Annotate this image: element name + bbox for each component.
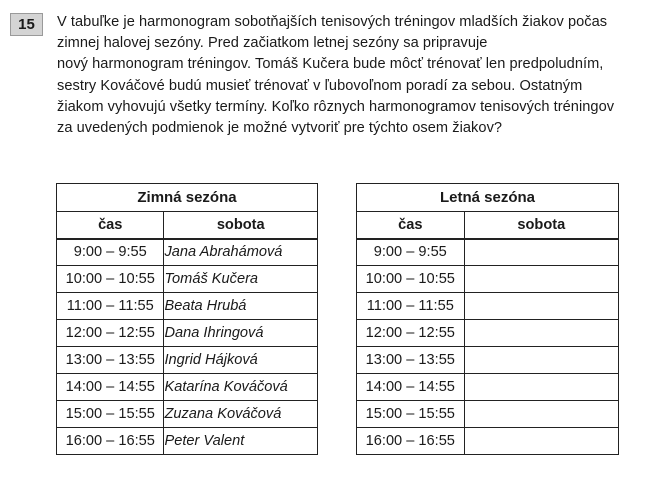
empty-slot-cell (464, 374, 618, 401)
column-header-day: sobota (164, 212, 318, 239)
empty-slot-cell (464, 401, 618, 428)
time-cell: 10:00 – 10:55 (357, 266, 465, 293)
student-name-cell: Zuzana Kováčová (164, 401, 318, 428)
question-number: 15 (10, 13, 43, 36)
empty-slot-cell (464, 320, 618, 347)
student-name-cell: Katarína Kováčová (164, 374, 318, 401)
problem-line: žiakom vyhovujú všetky termíny. Koľko rôznych harmonogramov tenisových tréningov (57, 98, 615, 115)
table-row (57, 293, 318, 320)
problem-line: sestry Kováčové budú musieť trénovať v ľubovoľnom poradí za sebou. Ostatným (57, 77, 583, 94)
table-row (57, 266, 318, 293)
empty-slot-cell (464, 347, 618, 374)
time-cell: 13:00 – 13:55 (57, 347, 164, 374)
student-name-cell: Tomáš Kučera (164, 266, 318, 293)
time-cell: 14:00 – 14:55 (357, 374, 465, 401)
column-header-time: čas (57, 212, 164, 239)
student-name-cell: Dana Ihringová (164, 320, 318, 347)
student-name-cell: Ingrid Hájková (164, 347, 318, 374)
table-row (357, 347, 619, 374)
table-row (357, 401, 619, 428)
time-cell: 12:00 – 12:55 (57, 320, 164, 347)
time-cell: 14:00 – 14:55 (57, 374, 164, 401)
time-cell: 12:00 – 12:55 (357, 320, 465, 347)
table-title: Letná sezóna (357, 184, 619, 212)
time-cell: 16:00 – 16:55 (357, 428, 465, 455)
table-row (357, 293, 619, 320)
time-cell: 11:00 – 11:55 (57, 293, 164, 320)
table-row (357, 320, 619, 347)
column-header-time: čas (357, 212, 465, 239)
empty-slot-cell (464, 239, 618, 266)
time-cell: 9:00 – 9:55 (357, 239, 465, 266)
table-title: Zimná sezóna (57, 184, 318, 212)
problem-line: V tabuľke je harmonogram sobotňajších tenisových tréningov mladších žiakov počas (57, 14, 608, 30)
table-row (57, 401, 318, 428)
problem-text (57, 12, 642, 139)
problem-line: za uvedených podmienok je možné vytvoriť pre týchto osem žiakov? (57, 120, 503, 137)
column-header-day: sobota (464, 212, 618, 239)
empty-slot-cell (464, 428, 618, 455)
time-cell: 11:00 – 11:55 (357, 293, 465, 320)
time-cell: 15:00 – 15:55 (357, 401, 465, 428)
table-row (57, 428, 318, 455)
student-name-cell: Beata Hrubá (164, 293, 318, 320)
student-name-cell: Jana Abrahámová (164, 239, 318, 266)
time-cell: 15:00 – 15:55 (57, 401, 164, 428)
table-row (57, 239, 318, 266)
table-row (357, 428, 619, 455)
time-cell: 9:00 – 9:55 (57, 239, 164, 266)
time-cell: 10:00 – 10:55 (57, 266, 164, 293)
table-row (357, 266, 619, 293)
table-row (357, 239, 619, 266)
empty-slot-cell (464, 293, 618, 320)
empty-slot-cell (464, 266, 618, 293)
problem-line: zimnej halovej sezóny. Pred začiatkom letnej sezóny sa pripravuje (57, 35, 488, 52)
summer-schedule-table (356, 183, 619, 455)
time-cell: 13:00 – 13:55 (357, 347, 465, 374)
table-row (357, 374, 619, 401)
winter-schedule-table (56, 183, 318, 455)
problem-line: nový harmonogram tréningov. Tomáš Kučera bude môcť trénovať len predpoludním, (57, 56, 604, 73)
student-name-cell: Peter Valent (164, 428, 318, 455)
table-row (57, 320, 318, 347)
table-row (57, 347, 318, 374)
time-cell: 16:00 – 16:55 (57, 428, 164, 455)
table-row (57, 374, 318, 401)
